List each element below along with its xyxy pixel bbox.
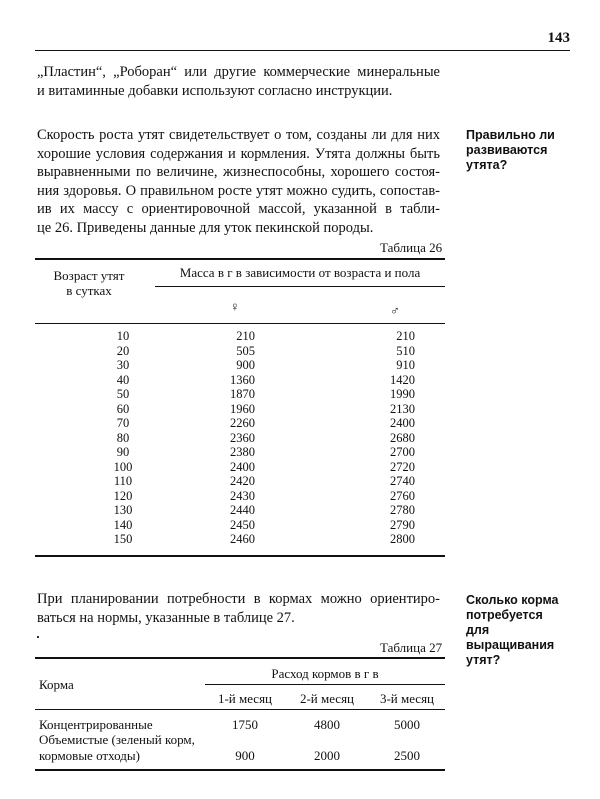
female-mass-cell: 2260	[230, 416, 255, 430]
feed-row-label: кормовые отходы)	[39, 748, 140, 763]
table-rule	[205, 684, 445, 685]
feed-value: 2500	[394, 748, 420, 763]
male-mass-cell: 2680	[390, 430, 415, 445]
text-line: При планировании потребности в кормах можно ориентиро-	[37, 591, 440, 607]
table-rule	[35, 323, 445, 324]
female-mass-cell: 210	[236, 329, 255, 343]
feed-row-label: Объемистые (зеленый корм,	[39, 732, 195, 747]
text-line: ваться на нормы, указанные в таблице 27.	[37, 609, 295, 626]
sidenote-line: утята?	[466, 158, 508, 172]
male-mass-cell: 2800	[390, 532, 415, 546]
male-mass-cell: 2760	[390, 488, 415, 503]
top-rule	[35, 50, 570, 51]
text-line: хорошие условия содержания и кормления. Утята должны быть	[37, 145, 440, 162]
table-row	[35, 518, 445, 533]
text-line: Скорость роста утят свидетельствует о том, созданы ли для них	[37, 127, 440, 143]
age-cell: 120	[113, 488, 133, 503]
feed-value: 1750	[232, 717, 258, 732]
feed-paragraph	[37, 590, 440, 627]
text-line: и витаминные добавки используют согласно инструкции.	[37, 82, 393, 99]
male-mass-cell: 1990	[390, 387, 415, 401]
female-mass-cell: 2440	[230, 503, 255, 517]
text-line: це 26. Приведены данные для уток пекинской породы.	[37, 219, 374, 236]
table27	[35, 657, 445, 775]
female-mass-cell: 1870	[230, 387, 255, 401]
table27-header-consumption: Расход кормов в г в	[271, 666, 379, 681]
table26	[35, 258, 445, 556]
month-header-1: 1-й месяц	[217, 691, 273, 706]
table-rule	[35, 258, 445, 260]
header-line: в сутках	[66, 283, 112, 298]
text-line: выравненными по величине, жизнеспособны, хорошего состоя-	[37, 164, 440, 180]
sidenote-line: утят?	[466, 653, 501, 667]
table-row	[35, 503, 445, 518]
age-cell: 100	[113, 459, 133, 474]
female-mass-cell: 2380	[230, 445, 255, 459]
table-row	[35, 431, 445, 446]
header-line: Возраст утят	[53, 268, 125, 283]
sidenote-line: потребуется	[466, 608, 543, 622]
table-row	[35, 358, 445, 373]
male-mass-cell: 2700	[390, 445, 415, 459]
table-rule	[35, 709, 445, 710]
feed-value: 900	[235, 748, 255, 763]
male-mass-cell: 210	[396, 329, 415, 343]
feed-value: 4800	[314, 717, 340, 732]
age-cell: 80	[116, 430, 130, 445]
female-symbol: ♀	[230, 299, 240, 314]
age-cell: 10	[116, 329, 130, 343]
text-line: ния здоровья. О правильном росте утят можно судить, сопостав-	[37, 182, 440, 199]
table27-caption: Таблица 27	[380, 640, 443, 655]
sidenote-feed	[466, 593, 559, 668]
age-cell: 20	[116, 343, 130, 358]
month-header-2: 2-й месяц	[299, 691, 355, 706]
table26-caption: Таблица 26	[380, 240, 443, 255]
table-rule	[35, 769, 445, 771]
female-mass-cell: 2450	[230, 517, 255, 532]
table26-header-mass: Масса в г в зависимости от возраста и пола	[179, 265, 421, 280]
table-row	[35, 344, 445, 359]
male-mass-cell: 2790	[390, 517, 415, 532]
male-symbol: ♂	[390, 303, 400, 318]
age-cell: 70	[116, 416, 130, 430]
stray-dot	[37, 636, 39, 638]
male-mass-cell: 1420	[390, 372, 415, 387]
table-rule	[35, 657, 445, 659]
age-cell: 140	[113, 517, 133, 532]
table-row	[35, 329, 445, 344]
text-line: ив их массу с ориентировочной массой, указанной в табли-	[37, 201, 440, 217]
female-mass-cell: 2420	[230, 474, 255, 488]
male-mass-cell: 2780	[390, 503, 415, 517]
age-cell: 150	[113, 532, 133, 546]
female-mass-cell: 2460	[230, 532, 255, 546]
table-rule	[155, 286, 445, 287]
table-rule	[35, 555, 445, 557]
female-mass-cell: 2430	[230, 488, 255, 503]
male-mass-cell: 2720	[390, 459, 415, 474]
age-cell: 60	[116, 401, 130, 416]
sidenote-line: Правильно ли	[466, 128, 555, 142]
table27-header-feed: Корма	[39, 677, 74, 692]
table-row	[35, 532, 445, 547]
male-mass-cell: 910	[396, 358, 415, 372]
age-cell: 110	[113, 474, 133, 488]
female-mass-cell: 1360	[230, 372, 255, 387]
table-row	[35, 387, 445, 402]
table-row	[35, 416, 445, 431]
male-mass-cell: 2400	[390, 416, 415, 430]
sidenote-line: выращивания	[466, 638, 555, 652]
age-cell: 30	[116, 358, 130, 372]
table-row	[35, 460, 445, 475]
text-line: „Пластин“, „Роборан“ или другие коммерческие минеральные	[37, 64, 440, 80]
table-row	[35, 402, 445, 417]
age-cell: 130	[113, 503, 133, 517]
table-row	[35, 445, 445, 460]
female-mass-cell: 1960	[230, 401, 255, 416]
page-number: 143	[547, 30, 570, 46]
table-row	[35, 474, 445, 489]
age-cell: 50	[116, 387, 130, 401]
table26-header-age	[37, 268, 141, 298]
male-mass-cell: 2740	[390, 474, 415, 488]
age-cell: 40	[116, 372, 130, 387]
male-mass-cell: 510	[396, 343, 415, 358]
feed-row-label: Концентрированные	[39, 717, 153, 732]
sidenote-line: Сколько корма	[466, 593, 559, 607]
male-mass-cell: 2130	[390, 401, 415, 416]
sidenote-line: развиваются	[466, 143, 548, 157]
intro-paragraph	[37, 63, 440, 100]
female-mass-cell: 900	[236, 358, 255, 372]
female-mass-cell: 505	[236, 343, 255, 358]
growth-paragraph	[37, 126, 440, 237]
female-mass-cell: 2360	[230, 430, 255, 445]
sidenote-growth	[466, 128, 555, 173]
sidenote-line: для	[466, 623, 490, 637]
table-row	[35, 489, 445, 504]
female-mass-cell: 2400	[230, 459, 255, 474]
month-header-3: 3-й месяц	[379, 691, 435, 706]
age-cell: 90	[116, 445, 130, 459]
feed-value: 2000	[314, 748, 340, 763]
table-row	[35, 373, 445, 388]
feed-value: 5000	[394, 717, 420, 732]
table26-body	[35, 329, 445, 549]
